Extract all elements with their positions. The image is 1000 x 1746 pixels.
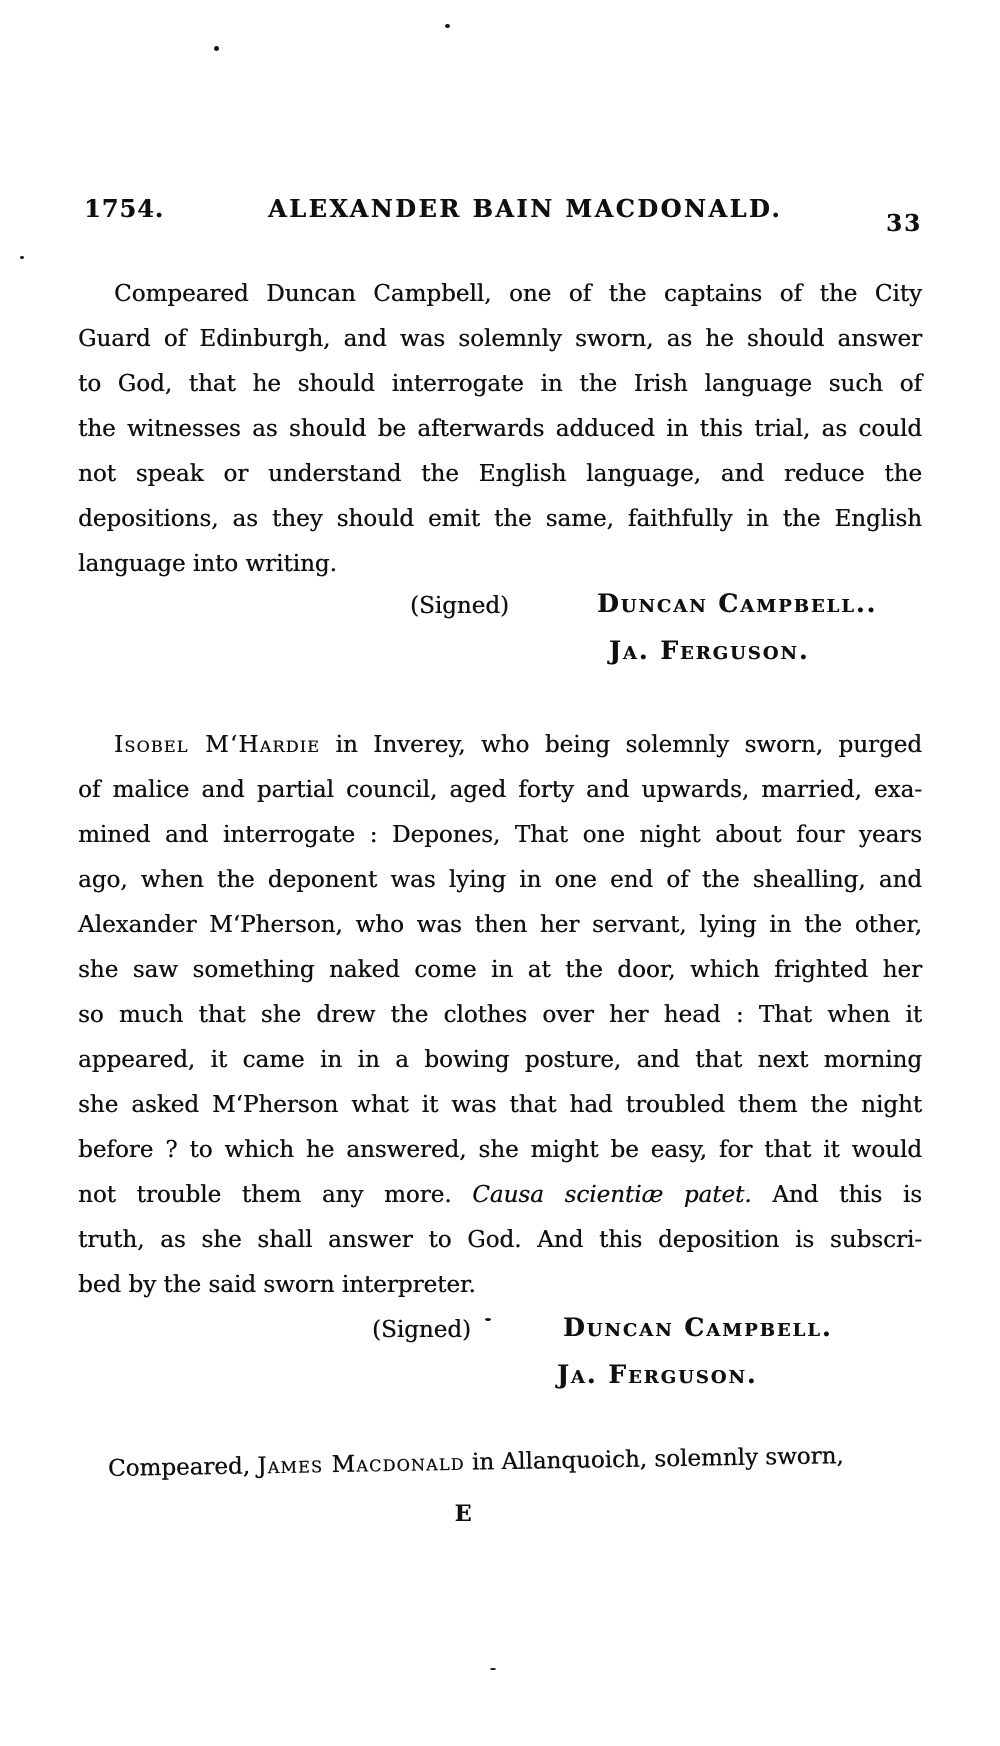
text-line: Alexander M‘Pherson, who was then her servant, lying in the other, [78, 912, 922, 938]
paragraph-oath [78, 272, 922, 587]
text-segment: in Inverey, who being solemnly sworn, purged [320, 732, 922, 758]
text-line: ago, when the deponent was lying in one end of the shealling, and [78, 867, 922, 893]
ink-speck [490, 1668, 496, 1670]
page-title: ALEXANDER BAIN MACDONALD. [267, 194, 783, 223]
signature-block [78, 585, 922, 679]
text-segment: And this is [751, 1182, 922, 1208]
ink-speck [445, 24, 450, 28]
text-line: the witnesses as should be afterwards adduced in this trial, as could [78, 416, 922, 442]
text-line: Guard of Edinburgh, and was solemnly sworn, as he should answer [78, 326, 922, 352]
text-line [78, 1173, 922, 1218]
signature-block [78, 1309, 922, 1403]
text-line: language into writing. [78, 551, 337, 577]
text-line: Compeared Duncan Campbell, one of the captains of the City [114, 281, 922, 307]
witness-name: James Macdonald [257, 1449, 465, 1480]
paragraph-compeared-macdonald [78, 1433, 923, 1493]
signature-mark: E [454, 1501, 472, 1527]
text-line: before ? to which he answered, she might be easy, for that it would [78, 1137, 922, 1163]
signature-name: Duncan Campbell.. [597, 589, 878, 618]
signature-name: Ja. Ferguson. [557, 1360, 758, 1389]
text-line: not speak or understand the English language, and reduce the [78, 461, 922, 487]
text-line: she asked M‘Pherson what it was that had troubled them the night [78, 1092, 922, 1118]
signature-row [78, 585, 922, 632]
ink-speck [20, 256, 24, 259]
text-segment: Compeared, [107, 1453, 258, 1482]
text-line: appeared, it came in in a bowing posture, and that next morning [78, 1047, 922, 1073]
page-number: 33 [885, 210, 922, 237]
signature-row [78, 1309, 922, 1356]
ink-speck [214, 46, 219, 51]
text-line [78, 723, 922, 768]
text-line: truth, as she shall answer to God. And this deposition is subscri- [78, 1227, 922, 1253]
running-header [84, 194, 922, 237]
text-segment: not trouble them any more. [78, 1182, 473, 1208]
deponent-name: Isobel M‘Hardie [114, 732, 321, 758]
signature-name: Ja. Ferguson. [609, 636, 810, 665]
text-line: to God, that he should interrogate in the Irish language such of [78, 371, 922, 397]
text-line: depositions, as they should emit the same, faithfully in the English [78, 506, 922, 532]
header-year: 1754. [84, 194, 165, 223]
paragraph-deposition [78, 723, 922, 1308]
signature-row [78, 632, 922, 679]
latin-phrase: Causa scientiæ patet. [472, 1182, 752, 1208]
text-line: of malice and partial council, aged forty and upwards, married, exa- [78, 777, 922, 803]
text-line: so much that she drew the clothes over her head : That when it [78, 1002, 922, 1028]
signature-name: Duncan Campbell. [563, 1313, 833, 1342]
text-line: bed by the said sworn interpreter. [78, 1272, 476, 1298]
signature-row [78, 1356, 922, 1403]
signed-label: (Signed) [372, 1317, 471, 1343]
text-segment: in Allanquoich, solemnly sworn, [464, 1442, 844, 1476]
text-line: she saw something naked come in at the door, which frighted her [78, 957, 922, 983]
signed-label: (Signed) [410, 593, 509, 619]
text-line: mined and interrogate : Depones, That one night about four years [78, 822, 922, 848]
